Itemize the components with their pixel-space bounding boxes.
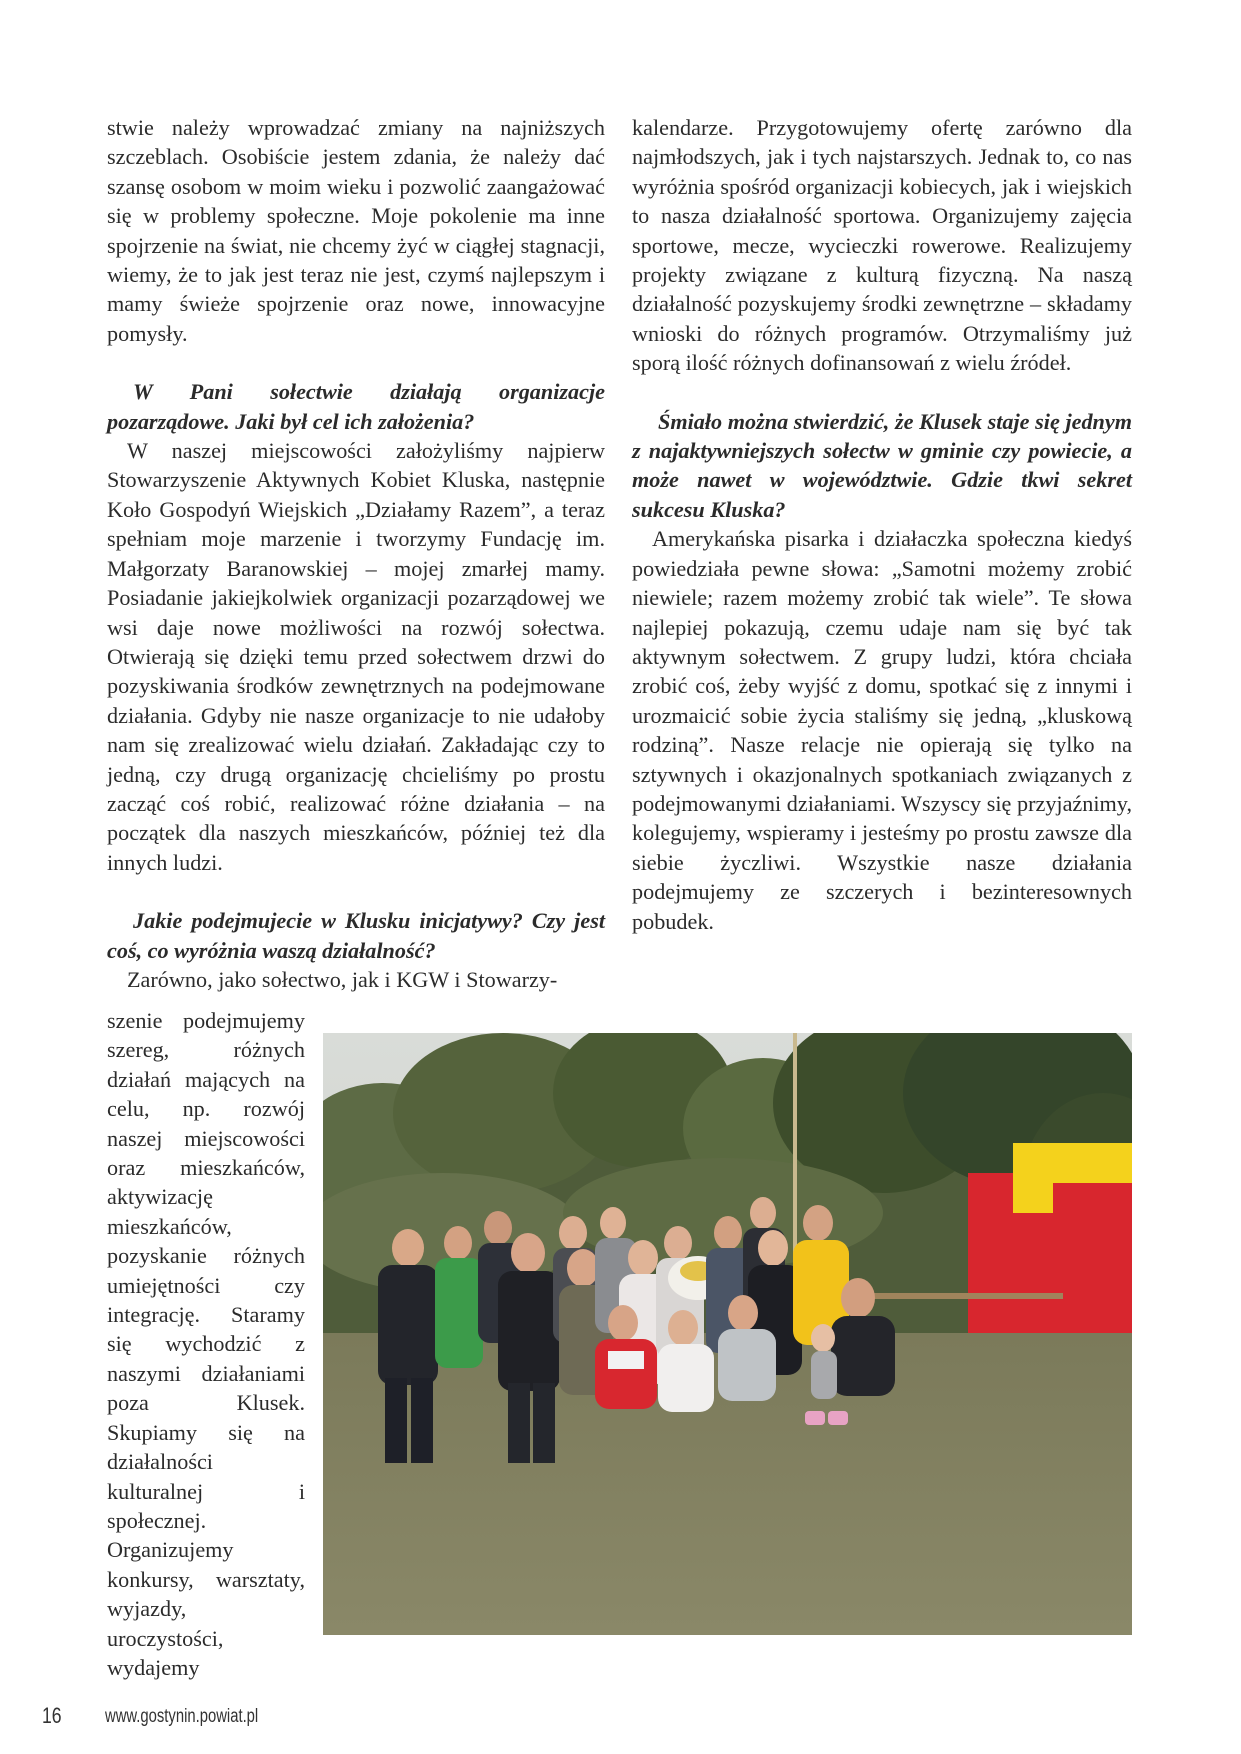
paragraph: Zarówno, jako sołectwo, jak i KGW i Stowarzy-: [127, 966, 558, 992]
paragraph-continuation: szenie podejmujemy szereg, różnych działań mających na celu, np. rozwój naszej miejscowości oraz mieszkańców, aktywizację mieszkańców, pozyskanie różnych umiejętności czy integrację. Staramy się wychodzić z naszymi działaniami poza Klusek. Skupiamy się na działalności kulturalnej i społecznej. Organizujemy konkursy, warsztaty, wyjazdy, uroczystości, wydajemy: [107, 1008, 305, 1680]
footer-url[interactable]: www.gostynin.powiat.pl: [105, 1706, 259, 1727]
left-column: [107, 113, 605, 994]
right-column: [632, 113, 1132, 936]
bench: [863, 1293, 1063, 1299]
narrow-text-column: [107, 1006, 305, 1682]
tent: [968, 1143, 1132, 1353]
paragraph: Amerykańska pisarka i działaczka społeczna kiedyś powiedziała pewne słowa: „Samotni możemy zrobić niewiele; razem możemy zrobić tak wiele”. Te słowa najlepiej pokazują, czemu udaje nam się być tak aktywnym sołectwem. Z grupy ludzi, która chciała zrobić coś, żeby wyjść z domu, spotkać się z innymi i urozmaicić sobie życia staliśmy się jedną, „kluskową rodziną”. Nasze relacje nie opierają się tylko na sztywnych i okazjonalnych spotkaniach związanych z podejmowanymi działaniami. Wszyscy się przyjaźnimy, kolegujemy, wspieramy i jesteśmy po prostu zawsze dla siebie życzliwi. Wszystkie nasze działania podejmujemy ze szczerych i bezinteresownych pobudek.: [632, 526, 1132, 934]
group-photo: [323, 1033, 1132, 1635]
page-number: 16: [42, 1703, 62, 1728]
paragraph: stwie należy wprowadzać zmiany na najniższych szczeblach. Osobiście jestem zdania, że należy dać szansę osobom w moim wieku i pozwolić zaangażować się w problemy społeczne. Moje pokolenie ma inne spojrzenie na świat, nie chcemy żyć w ciągłej stagnacji, wiemy, że to jak jest teraz nie jest, czymś najlepszym i mamy świeże spojrzenie oraz nowe, innowacyjne pomysły.: [107, 115, 605, 346]
interview-question: Jakie podejmujecie w Klusku inicjatywy? Czy jest coś, co wyróżnia waszą działalność?: [107, 908, 605, 963]
paragraph: kalendarze. Przygotowujemy ofertę zarówno dla najmłodszych, jak i tych najstarszych. Jednak to, co nas wyróżnia spośród organizacji kobiecych, jak i wiejskich to nasza działalność sportowa. Organizujemy zajęcia sportowe, mecze, wycieczki rowerowe. Realizujemy projekty związane z kulturą fizyczną. Na naszą działalność pozyskujemy środki zewnętrzne – składamy wnioski do różnych programów. Otrzymaliśmy już sporą ilość różnych dofinansowań z wielu źródeł.: [632, 115, 1132, 376]
interview-question: W Pani sołectwie działają organizacje pozarządowe. Jaki był cel ich założenia?: [107, 379, 605, 434]
paragraph: W naszej miejscowości założyliśmy najpierw Stowarzyszenie Aktywnych Kobiet Kluska, następnie Koło Gospodyń Wiejskich „Działamy Razem”, a teraz spełniam moje marzenie i tworzymy Fundację im. Małgorzaty Baranowskiej – mojej zmarłej mamy. Posiadanie jakiejkolwiek organizacji pozarządowej we wsi daje nowe możliwości na rozwój sołectwa. Otwierają się dzięki temu przed sołectwem drzwi do pozyskiwania środków zewnętrznych na podejmowane działania. Gdyby nie nasze organizacje to nie udałoby nam się zrealizować wielu działań. Zakładając czy to jedną, czy drugą organizację chcieliśmy po prostu zacząć coś robić, realizować różne działania – na początek dla naszych mieszkańców, później też dla innych ludzi.: [107, 438, 605, 875]
interview-question: Śmiało można stwierdzić, że Klusek staje się jednym z najaktywniejszych sołectw w gminie czy powiecie, a może nawet w województwie. Gdzie tkwi sekret sukcesu Kluska?: [632, 408, 1132, 522]
